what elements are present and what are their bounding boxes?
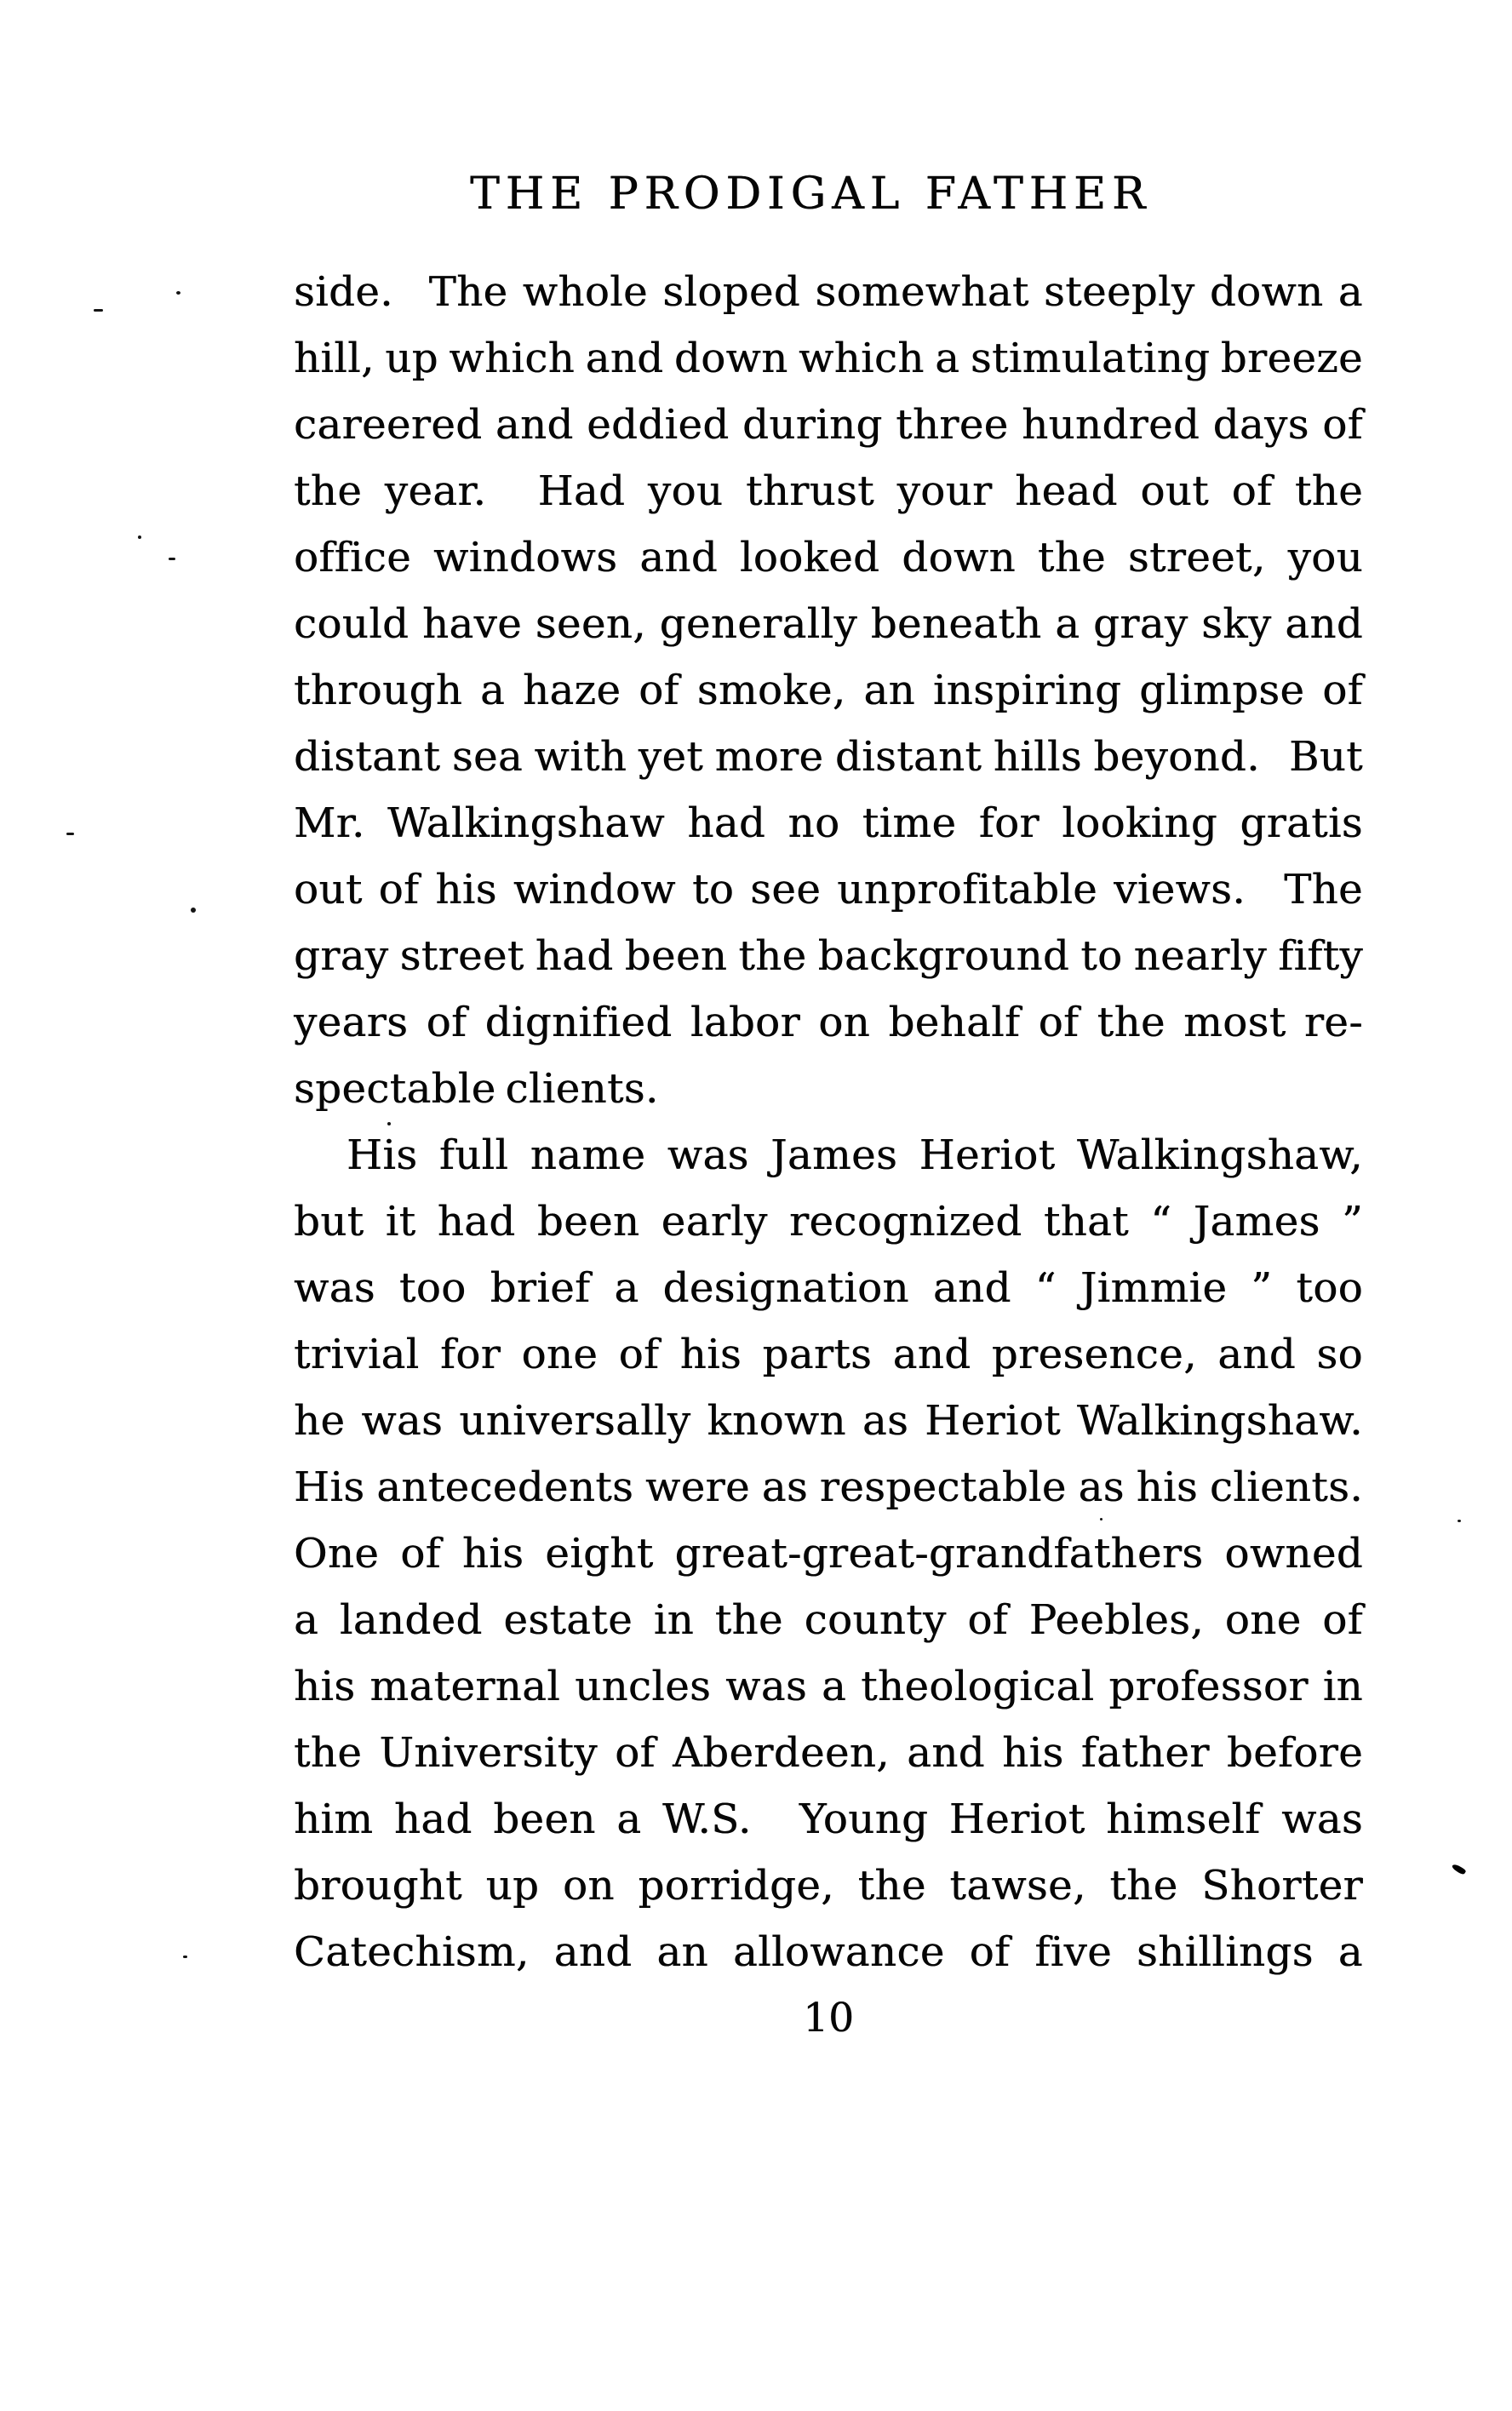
word: of — [967, 1596, 1008, 1644]
word: down — [902, 534, 1016, 581]
ink-speck — [138, 535, 141, 539]
word: Had — [537, 467, 626, 515]
ink-speck — [66, 833, 74, 835]
word: an — [863, 667, 915, 714]
ink-speck — [1100, 1518, 1102, 1520]
word: one — [521, 1331, 598, 1378]
word: parts — [762, 1331, 873, 1378]
word: The — [428, 268, 508, 316]
word: had — [535, 932, 614, 980]
word: was — [725, 1663, 808, 1710]
word: could — [294, 600, 410, 648]
word: Young — [799, 1795, 929, 1843]
ink-speck — [183, 1956, 187, 1958]
text-line — [294, 1122, 1363, 1188]
ink-speck — [176, 291, 180, 295]
text-line — [294, 259, 1363, 325]
word: Walkingshaw, — [1076, 1131, 1363, 1179]
word: known — [707, 1397, 846, 1445]
word: out — [1140, 467, 1209, 515]
word: of — [1322, 401, 1363, 449]
page-body-text — [294, 259, 1363, 1985]
word: in — [653, 1596, 694, 1644]
word: the — [1037, 534, 1106, 581]
word: of — [1038, 999, 1080, 1046]
word: five — [1034, 1928, 1112, 1976]
word: background — [817, 932, 1070, 980]
word: His — [294, 1463, 365, 1511]
word: see — [750, 866, 822, 913]
word: sea — [451, 733, 524, 781]
word: yet — [638, 733, 704, 781]
word: time — [862, 799, 957, 847]
word: as — [761, 1463, 808, 1511]
text-line — [294, 392, 1363, 458]
word: hundred — [1022, 401, 1200, 449]
word: generally — [659, 600, 857, 648]
word: full — [438, 1131, 509, 1179]
text-line — [294, 1255, 1363, 1321]
word: was — [667, 1131, 749, 1179]
word: three — [896, 401, 1009, 449]
word: been — [536, 1198, 640, 1246]
word: behalf — [888, 999, 1021, 1046]
word: W.S. — [662, 1795, 752, 1843]
word: ” — [1341, 1198, 1363, 1246]
word: looking — [1062, 799, 1217, 847]
word: too — [1296, 1264, 1363, 1312]
text-line — [294, 1321, 1363, 1388]
word: down — [1209, 268, 1324, 316]
word: seen, — [535, 600, 646, 648]
word: eight — [545, 1530, 654, 1578]
word: his — [679, 1331, 742, 1378]
word: was — [361, 1397, 444, 1445]
word: name — [530, 1131, 646, 1179]
word: Catechism, — [294, 1928, 530, 1976]
word: and — [1285, 600, 1363, 648]
word: respectable — [819, 1463, 1067, 1511]
word: dignified — [484, 999, 673, 1046]
ink-speck — [169, 558, 175, 560]
text-line — [294, 1388, 1363, 1454]
text-line — [294, 1653, 1363, 1720]
text-line — [294, 1720, 1363, 1786]
word: was — [1281, 1795, 1363, 1843]
text-line — [294, 923, 1363, 989]
word: looked — [739, 534, 880, 581]
word: to — [1080, 932, 1123, 980]
word: his — [1002, 1729, 1064, 1777]
word: trivial — [294, 1331, 420, 1378]
word: of — [639, 667, 679, 714]
word: a — [822, 1663, 847, 1710]
word: porridge, — [638, 1862, 834, 1910]
word: on — [562, 1862, 615, 1910]
text-line — [294, 1188, 1363, 1255]
word: no — [788, 799, 840, 847]
word: fifty — [1278, 932, 1363, 980]
word: “ — [1150, 1198, 1172, 1246]
word: was — [294, 1264, 375, 1312]
word: the — [857, 1862, 926, 1910]
word: of — [400, 1530, 441, 1578]
text-line — [294, 1853, 1363, 1919]
word: during — [742, 401, 883, 449]
text-line — [294, 724, 1363, 790]
ink-speck — [191, 908, 196, 913]
word: the — [294, 467, 363, 515]
word: an — [656, 1928, 708, 1976]
ink-speck — [387, 1122, 391, 1125]
word: designation — [662, 1264, 909, 1312]
word: with — [534, 733, 627, 781]
word: a — [616, 1795, 642, 1843]
word: as — [1078, 1463, 1125, 1511]
word: early — [661, 1198, 768, 1246]
word: ” — [1251, 1264, 1273, 1312]
word: have — [422, 600, 523, 648]
word: out — [294, 866, 363, 913]
ink-speck — [1458, 1520, 1461, 1522]
word: hills — [993, 733, 1082, 781]
word: James — [770, 1131, 898, 1179]
word: to — [691, 866, 735, 913]
text-line — [294, 591, 1363, 657]
word: had — [393, 1795, 472, 1843]
text-line — [294, 856, 1363, 923]
word: and — [553, 1928, 633, 1976]
word: one — [1224, 1596, 1302, 1644]
word: Heriot — [948, 1795, 1085, 1843]
word: of — [615, 1729, 656, 1777]
word: beneath — [870, 600, 1042, 648]
word: theological — [861, 1663, 1095, 1710]
word: a — [480, 667, 506, 714]
word: head — [1015, 467, 1118, 515]
word: of — [1231, 467, 1273, 515]
word: a — [614, 1264, 639, 1312]
word: the — [1109, 1862, 1178, 1910]
word: maternal — [369, 1663, 561, 1710]
text-line — [294, 524, 1363, 591]
word: Mr. — [294, 799, 365, 847]
word: of — [378, 866, 420, 913]
word: for — [439, 1331, 501, 1378]
word: careered — [294, 401, 483, 449]
word: and — [585, 335, 664, 382]
word: and — [495, 401, 574, 449]
word: beyond. — [1093, 733, 1260, 781]
word: had — [687, 799, 766, 847]
word: sloped — [662, 268, 800, 316]
word: thrust — [745, 467, 874, 515]
word: before — [1226, 1729, 1363, 1777]
word: presence, — [991, 1331, 1197, 1378]
word: and — [892, 1331, 971, 1378]
word: brief — [490, 1264, 591, 1312]
word: of — [1322, 1596, 1363, 1644]
word: but — [294, 1198, 364, 1246]
text-line — [294, 657, 1363, 724]
word: a — [294, 1596, 319, 1644]
word: James — [1193, 1198, 1320, 1246]
word: gray — [1093, 600, 1188, 648]
word: were — [645, 1463, 750, 1511]
word: University — [379, 1729, 598, 1777]
word: a — [1055, 600, 1080, 648]
text-line — [294, 989, 1363, 1056]
word: his — [435, 866, 497, 913]
word: landed — [339, 1596, 483, 1644]
word: county — [804, 1596, 947, 1644]
ink-speck — [94, 309, 103, 312]
word: His — [346, 1131, 418, 1179]
word: window — [513, 866, 676, 913]
word: most — [1183, 999, 1286, 1046]
word: his — [461, 1530, 524, 1578]
text-line — [294, 1454, 1363, 1520]
word: stimulating — [970, 335, 1211, 382]
word: up — [485, 1862, 540, 1910]
word: and — [932, 1264, 1011, 1312]
word: your — [896, 467, 993, 515]
text-line — [294, 1520, 1363, 1587]
page-number: 10 — [803, 1995, 854, 2042]
word: years — [294, 999, 409, 1046]
word: the — [738, 932, 807, 980]
word: and — [1217, 1331, 1297, 1378]
word: Walkingshaw. — [1076, 1397, 1363, 1445]
word: for — [978, 799, 1040, 847]
word: Aberdeen, — [672, 1729, 890, 1777]
word: steeply — [1044, 268, 1195, 316]
word: nearly — [1133, 932, 1267, 980]
text-line — [294, 325, 1363, 392]
word: breeze — [1220, 335, 1363, 382]
word: you — [647, 467, 724, 515]
word: him — [294, 1795, 374, 1843]
word: gratis — [1240, 799, 1363, 847]
word: inspiring — [932, 667, 1122, 714]
word: of — [426, 999, 467, 1046]
word: a — [935, 335, 960, 382]
word: side. — [294, 268, 393, 316]
word: Heriot — [919, 1131, 1056, 1179]
word: smoke, — [696, 667, 846, 714]
word: year. — [384, 467, 487, 515]
word: in — [1322, 1663, 1363, 1710]
word: a — [1337, 268, 1363, 316]
word: sky — [1201, 600, 1272, 648]
word: the — [714, 1596, 783, 1644]
word: eddied — [587, 401, 730, 449]
word: spectable — [294, 1065, 496, 1113]
word: it — [385, 1198, 416, 1246]
word: been — [624, 932, 728, 980]
word: glimpse — [1139, 667, 1305, 714]
word: too — [398, 1264, 467, 1312]
word: gray — [294, 932, 389, 980]
word: as — [862, 1397, 909, 1445]
word: distant — [294, 733, 441, 781]
word: “ — [1034, 1264, 1057, 1312]
word: re- — [1303, 999, 1363, 1046]
text-line — [294, 1587, 1363, 1653]
word: Peebles, — [1028, 1596, 1205, 1644]
word: the — [1097, 999, 1166, 1046]
word: universally — [459, 1397, 691, 1445]
word: had — [437, 1198, 516, 1246]
page-header-title: THE PRODIGAL FATHER — [469, 169, 1152, 220]
word: been — [493, 1795, 596, 1843]
text-line — [294, 1786, 1363, 1853]
word: through — [294, 667, 463, 714]
word: shillings — [1137, 1928, 1314, 1976]
word: clients. — [505, 1065, 659, 1113]
word: recognized — [788, 1198, 1022, 1246]
word: you — [1287, 534, 1363, 581]
word: owned — [1224, 1530, 1363, 1578]
word: One — [294, 1530, 380, 1578]
word: labor — [690, 999, 800, 1046]
word: unprofitable — [837, 866, 1098, 913]
word: and — [907, 1729, 985, 1777]
word: haze — [523, 667, 621, 714]
word: Heriot — [925, 1397, 1061, 1445]
word: allowance — [732, 1928, 945, 1976]
text-line — [294, 790, 1363, 856]
word: But — [1288, 733, 1363, 781]
stray-ink-mark — [1451, 1863, 1466, 1876]
word: a — [1337, 1928, 1363, 1976]
word: whole — [522, 268, 648, 316]
word: distant — [834, 733, 982, 781]
word: street, — [1127, 534, 1266, 581]
word: Jimmie — [1080, 1264, 1228, 1312]
word: Shorter — [1201, 1862, 1363, 1910]
word: hill, — [294, 335, 375, 382]
word: up — [385, 335, 438, 382]
word: the — [1294, 467, 1363, 515]
word: great-great-grandfathers — [674, 1530, 1204, 1578]
word: of — [969, 1928, 1011, 1976]
word: office — [294, 534, 412, 581]
word: days — [1212, 401, 1309, 449]
word: which — [449, 335, 576, 382]
word: father — [1080, 1729, 1210, 1777]
word: windows — [433, 534, 618, 581]
word: The — [1284, 866, 1363, 913]
word: himself — [1106, 1795, 1261, 1843]
word: which — [799, 335, 925, 382]
word: uncles — [575, 1663, 712, 1710]
word: of — [618, 1331, 660, 1378]
word: down — [673, 335, 788, 382]
word: and — [639, 534, 718, 581]
text-line — [294, 458, 1363, 524]
word: the — [294, 1729, 363, 1777]
word: professor — [1108, 1663, 1309, 1710]
word: estate — [503, 1596, 633, 1644]
word: brought — [294, 1862, 462, 1910]
word: somewhat — [815, 268, 1029, 316]
word: he — [294, 1397, 346, 1445]
word: his — [1136, 1463, 1199, 1511]
word: views. — [1114, 866, 1246, 913]
word: that — [1043, 1198, 1129, 1246]
text-line — [294, 1056, 1363, 1122]
word: more — [714, 733, 824, 781]
word: his — [294, 1663, 356, 1710]
word: street — [399, 932, 524, 980]
word: on — [818, 999, 871, 1046]
word: so — [1316, 1331, 1363, 1378]
word: Walkingshaw — [387, 799, 665, 847]
word: of — [1322, 667, 1363, 714]
word: clients. — [1209, 1463, 1363, 1511]
word: tawse, — [949, 1862, 1086, 1910]
word: antecedents — [376, 1463, 634, 1511]
text-line — [294, 1919, 1363, 1985]
